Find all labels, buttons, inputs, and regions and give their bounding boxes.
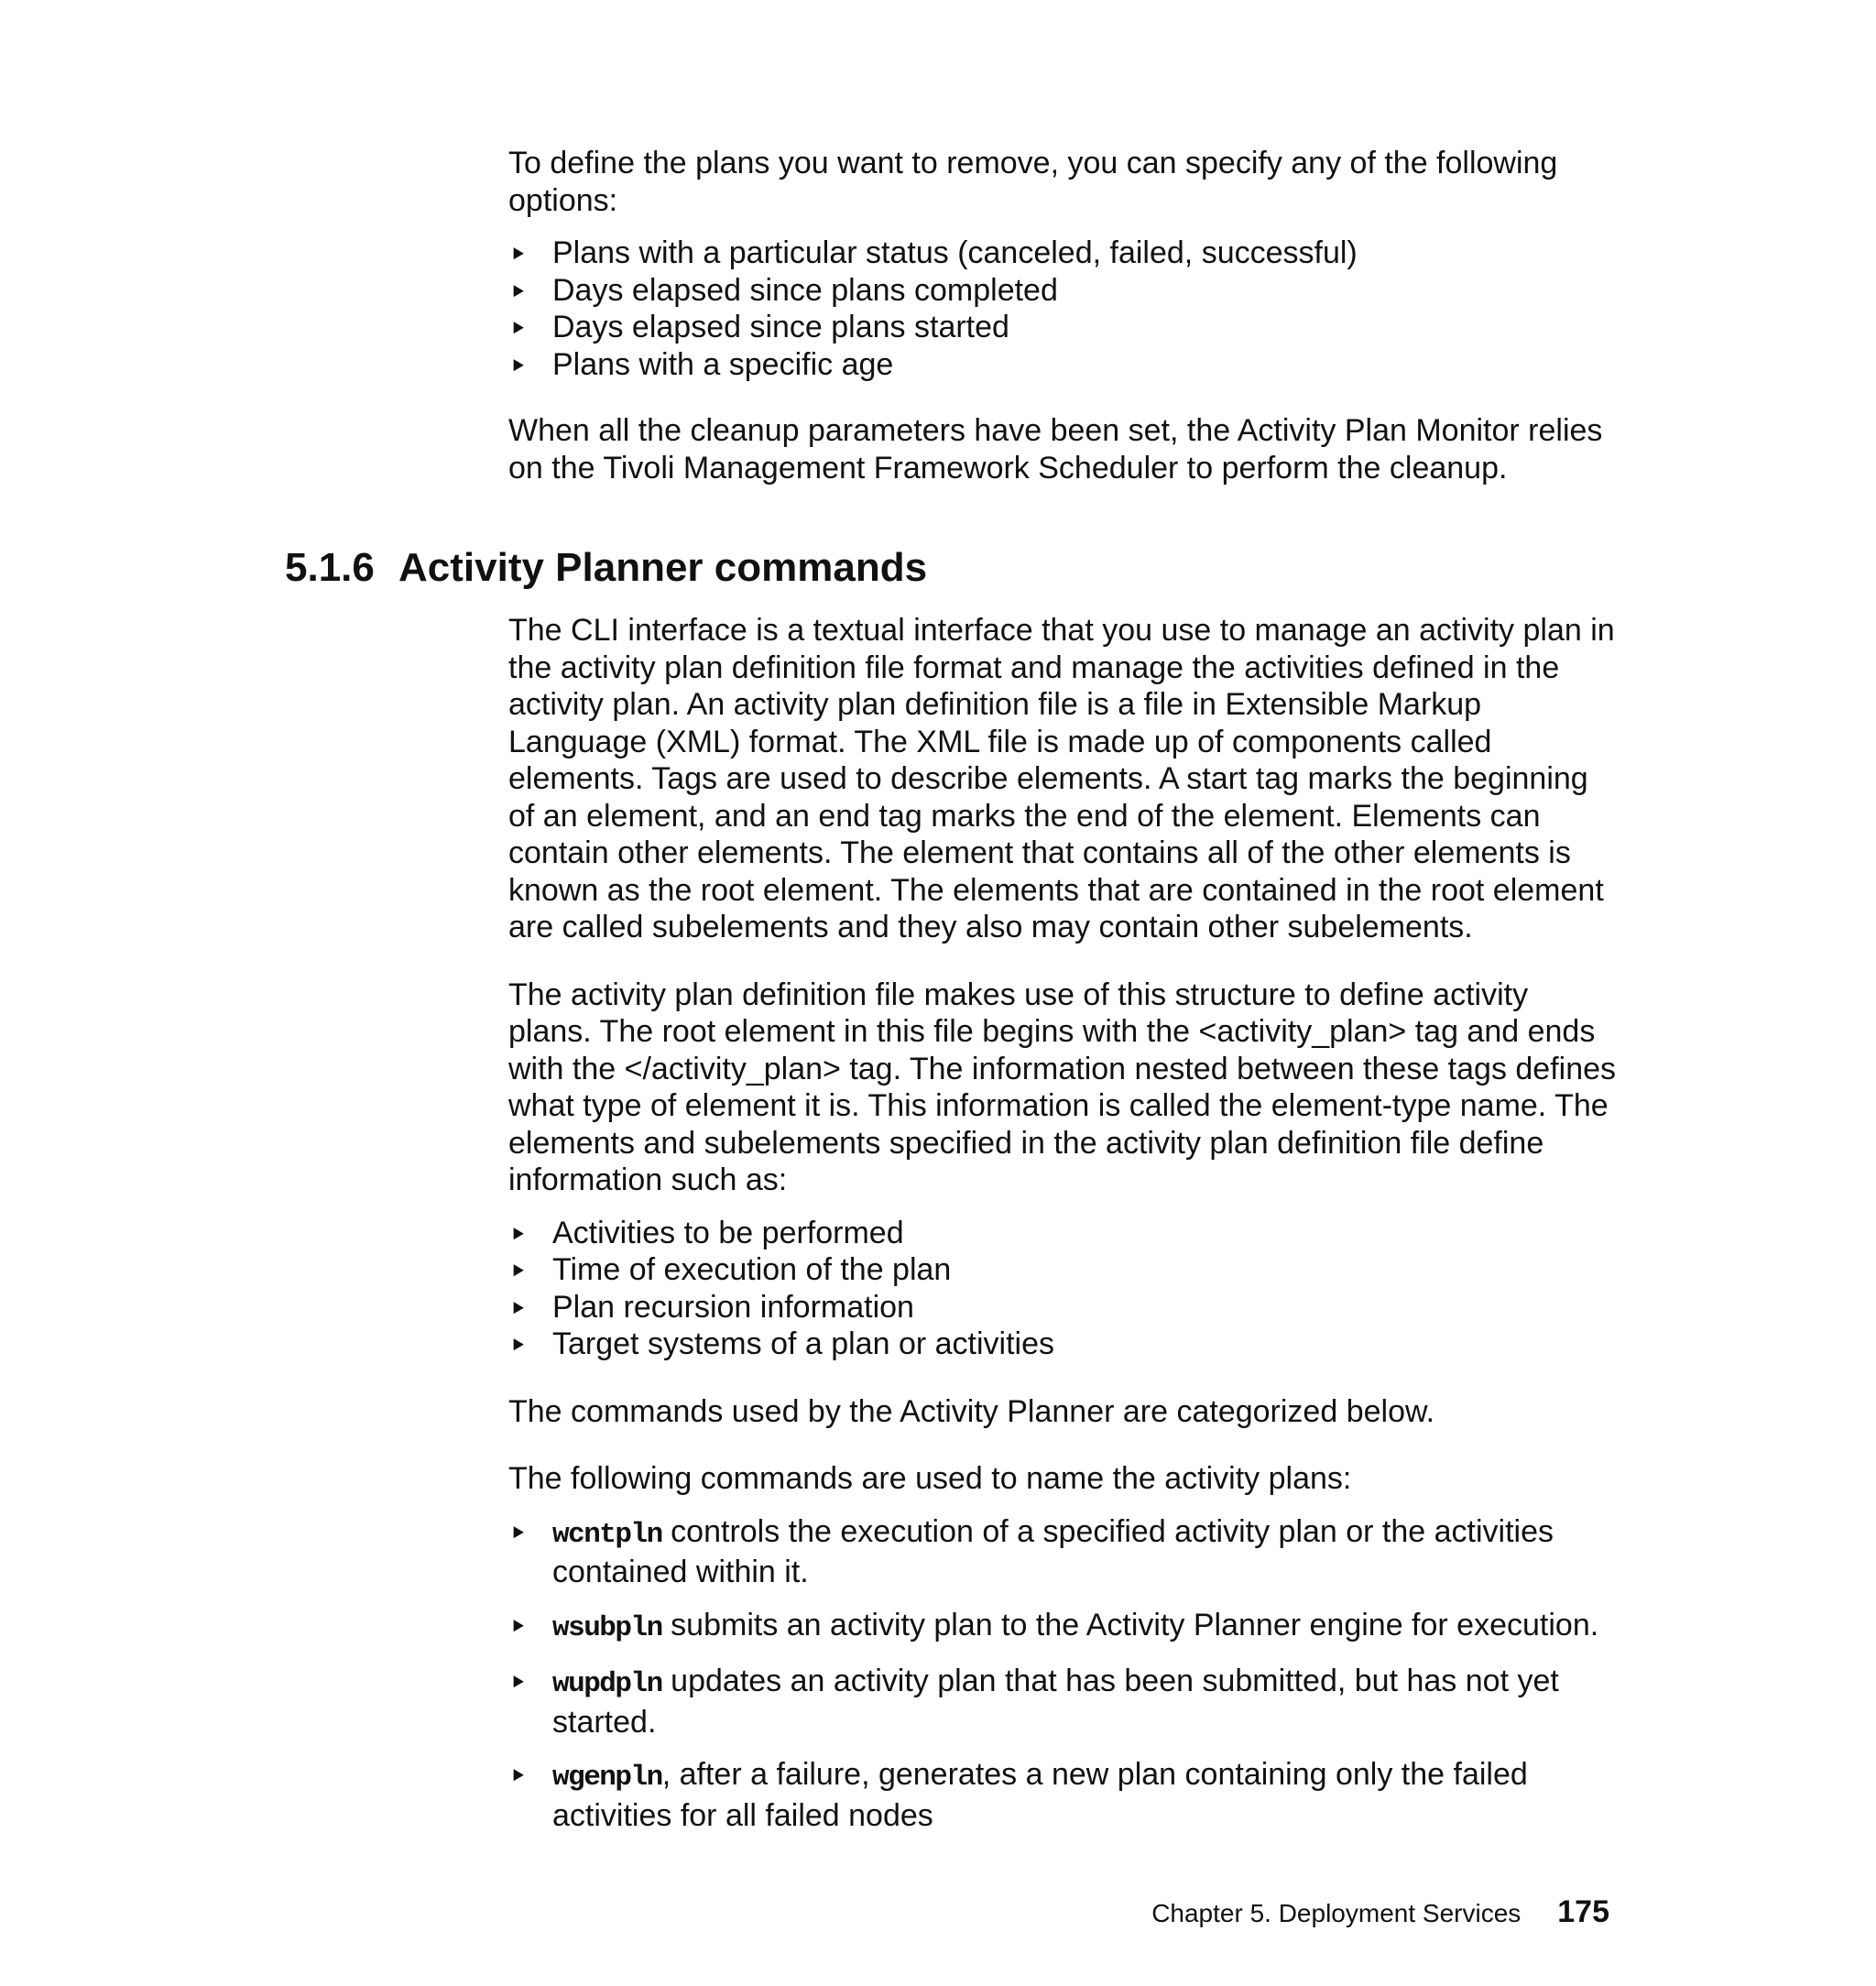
section-heading bbox=[285, 544, 927, 592]
command-item bbox=[508, 1513, 1617, 1591]
bullet-arrow-icon: ► bbox=[510, 1669, 528, 1692]
commands-lead-paragraph: The following commands are used to name the activity plans: bbox=[508, 1461, 1352, 1496]
section-body bbox=[508, 612, 1617, 1834]
list-item: ► Time of execution of the plan bbox=[510, 1252, 952, 1287]
list-item: ► Plan recursion information bbox=[510, 1289, 914, 1325]
list-item: ► Days elapsed since plans completed bbox=[510, 272, 1058, 308]
bullet-arrow-icon: ► bbox=[510, 278, 528, 301]
bullet-arrow-icon: ► bbox=[510, 315, 528, 338]
command-item bbox=[508, 1663, 1617, 1740]
command-list bbox=[508, 1513, 1617, 1835]
bullet-arrow-icon: ► bbox=[510, 352, 528, 376]
command-description: submits an activity plan to the Activity Planner engine for execution. bbox=[661, 1607, 1599, 1642]
command-name: wgenpln bbox=[552, 1762, 662, 1794]
chapter-title: Chapter 5. Deployment Services bbox=[1151, 1899, 1522, 1927]
bullet-arrow-icon: ► bbox=[510, 1762, 528, 1785]
list-item: ► Days elapsed since plans started bbox=[510, 310, 1009, 344]
list-item: ► Activities to be performed bbox=[510, 1215, 904, 1250]
command-item bbox=[508, 1756, 1617, 1834]
bullet-arrow-icon: ► bbox=[510, 1332, 528, 1355]
bullet-arrow-icon: ► bbox=[510, 241, 528, 264]
removal-options-list bbox=[508, 235, 1617, 383]
bullet-arrow-icon: ► bbox=[510, 1519, 528, 1543]
command-name: wsubpln bbox=[552, 1611, 662, 1644]
page-number: 175 bbox=[1557, 1894, 1609, 1929]
command-name: wupdpln bbox=[552, 1668, 662, 1700]
list-item: ► Plans with a particular status (canceled, failed, successful) bbox=[510, 235, 1358, 270]
command-description: , after a failure, generates a new plan containing only the failed activities for all failed nodes bbox=[552, 1757, 1528, 1833]
command-name: wcntpln bbox=[552, 1518, 662, 1551]
cleanup-paragraph: When all the cleanup parameters have been set, the Activity Plan Monitor relies on the Tivoli Management Framework Scheduler to perform the cleanup. bbox=[508, 413, 1603, 486]
list-item: ► Plans with a specific age bbox=[510, 346, 894, 382]
intro-block bbox=[508, 145, 1617, 486]
list-item: ► Target systems of a plan or activities bbox=[510, 1326, 1055, 1361]
section-number: 5.1.6 bbox=[285, 545, 375, 590]
commands-intro-paragraph: The commands used by the Activity Planner are categorized below. bbox=[508, 1393, 1435, 1429]
section-title: Activity Planner commands bbox=[398, 545, 928, 590]
page-footer bbox=[0, 1894, 1609, 1930]
command-description: controls the execution of a specified activity plan or the activities contained within it. bbox=[552, 1513, 1554, 1589]
command-item bbox=[508, 1607, 1617, 1648]
bullet-arrow-icon: ► bbox=[510, 1220, 528, 1244]
command-description: updates an activity plan that has been submitted, but has not yet started. bbox=[552, 1664, 1559, 1740]
bullet-arrow-icon: ► bbox=[510, 1294, 528, 1318]
cli-paragraph: The CLI interface is a textual interface that you use to manage an activity plan in the activity plan definition file format and manage the activities defined in the activity plan. An activity plan definition file is a file in Extensible Markup Language (XML) format. The XML file is made up of components called elements. Tags are used to describe elements. A start tag marks the beginning of an element, and an end tag marks the end of the element. Elements can contain other elements. The element that contains all of the other elements is known as the root element. The elements that are contained in the root element are called subelements and they also may contain other subelements. bbox=[508, 613, 1615, 944]
plan-info-list bbox=[508, 1215, 1617, 1363]
intro-paragraph: To define the plans you want to remove, you can specify any of the following options: bbox=[508, 146, 1558, 218]
bullet-arrow-icon: ► bbox=[510, 1258, 528, 1281]
bullet-arrow-icon: ► bbox=[510, 1612, 528, 1636]
definition-file-paragraph: The activity plan definition file makes use of this structure to define activity plans. The root element in this file begins with the <activity_plan> tag and ends with the </activity_plan> tag. The information nested between these tags defines what type of element it is. This information is called the element-type name. The elements and subelements specified in the activity plan definition file define information such as: bbox=[508, 977, 1617, 1197]
